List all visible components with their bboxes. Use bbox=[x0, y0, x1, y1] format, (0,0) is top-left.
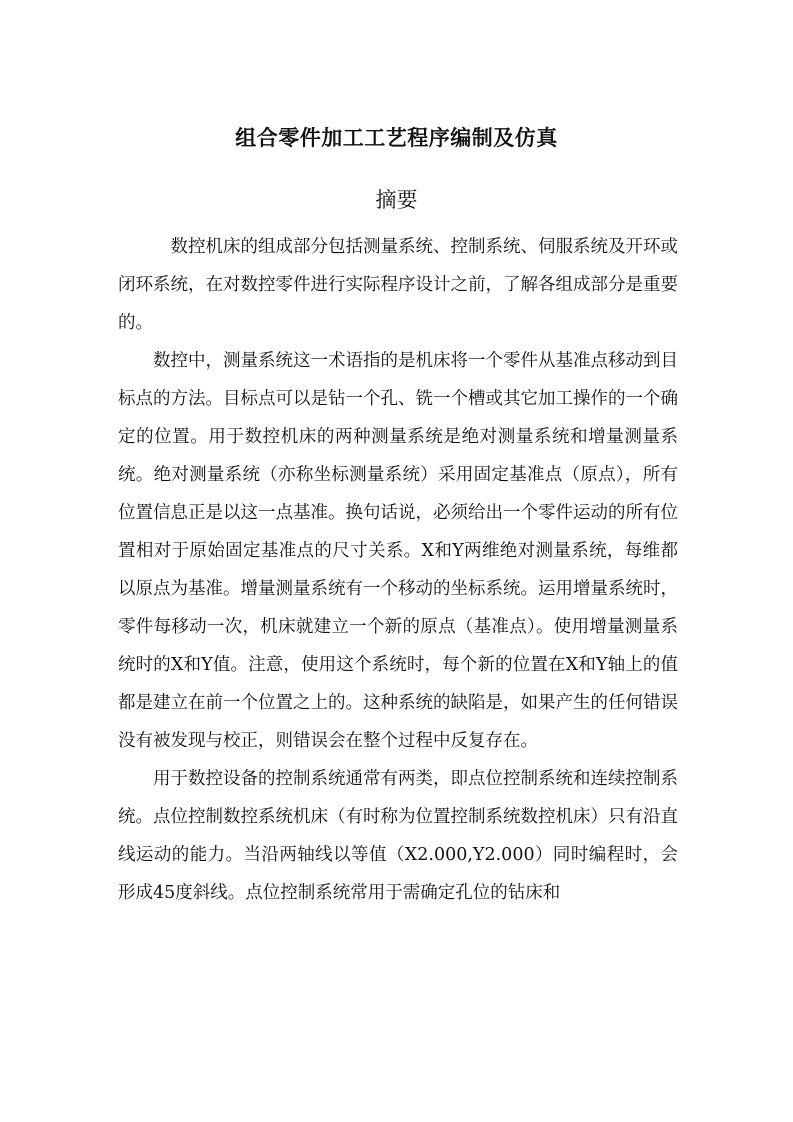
document-title: 组合零件加工工艺程序编制及仿真 bbox=[235, 125, 558, 150]
abstract-body bbox=[118, 228, 678, 912]
paragraph: 数控中，测量系统这一术语指的是机床将一个零件从基准点移动到目标点的方法。目标点可以是钻一个孔、铣一个槽或其它加工操作的一个确定的位置。用于数控机床的两种测量系统是绝对测量系统和增量测量系统。绝对测量系统（亦称坐标测量系统）采用固定基准点（原点），所有位置信息正是以这一点基准。换句话说，必须给出一个零件运动的所有位置相对于原始固定基准点的尺寸关系。X和Y两维绝对测量系统，每维都以原点为基准。增量测量系统有一个移动的坐标系统。运用增量系统时，零件每移动一次，机床就建立一个新的原点（基准点）。使用增量测量系统时的X和Y值。注意，使用这个系统时，每个新的位置在X和Y轴上的值都是建立在前一个位置之上的。这种系统的缺陷是，如果产生的任何错误没有被发现与校正，则错误会在整个过程中反复存在。 bbox=[118, 351, 678, 751]
paragraph: 数控机床的组成部分包括测量系统、控制系统、伺服系统及开环或闭环系统，在对数控零件进行实际程序设计之前，了解各组成部分是重要的。 bbox=[118, 237, 678, 333]
abstract-heading: 摘要 bbox=[375, 188, 418, 212]
paragraph: 用于数控设备的控制系统通常有两类，即点位控制系统和连续控制系统。点位控制数控系统机床（有时称为位置控制系统数控机床）只有沿直线运动的能力。当沿两轴线以等值（X2.000,Y2.000）同时编程时，会形成45度斜线。点位控制系统常用于需确定孔位的钻床和 bbox=[118, 769, 678, 903]
